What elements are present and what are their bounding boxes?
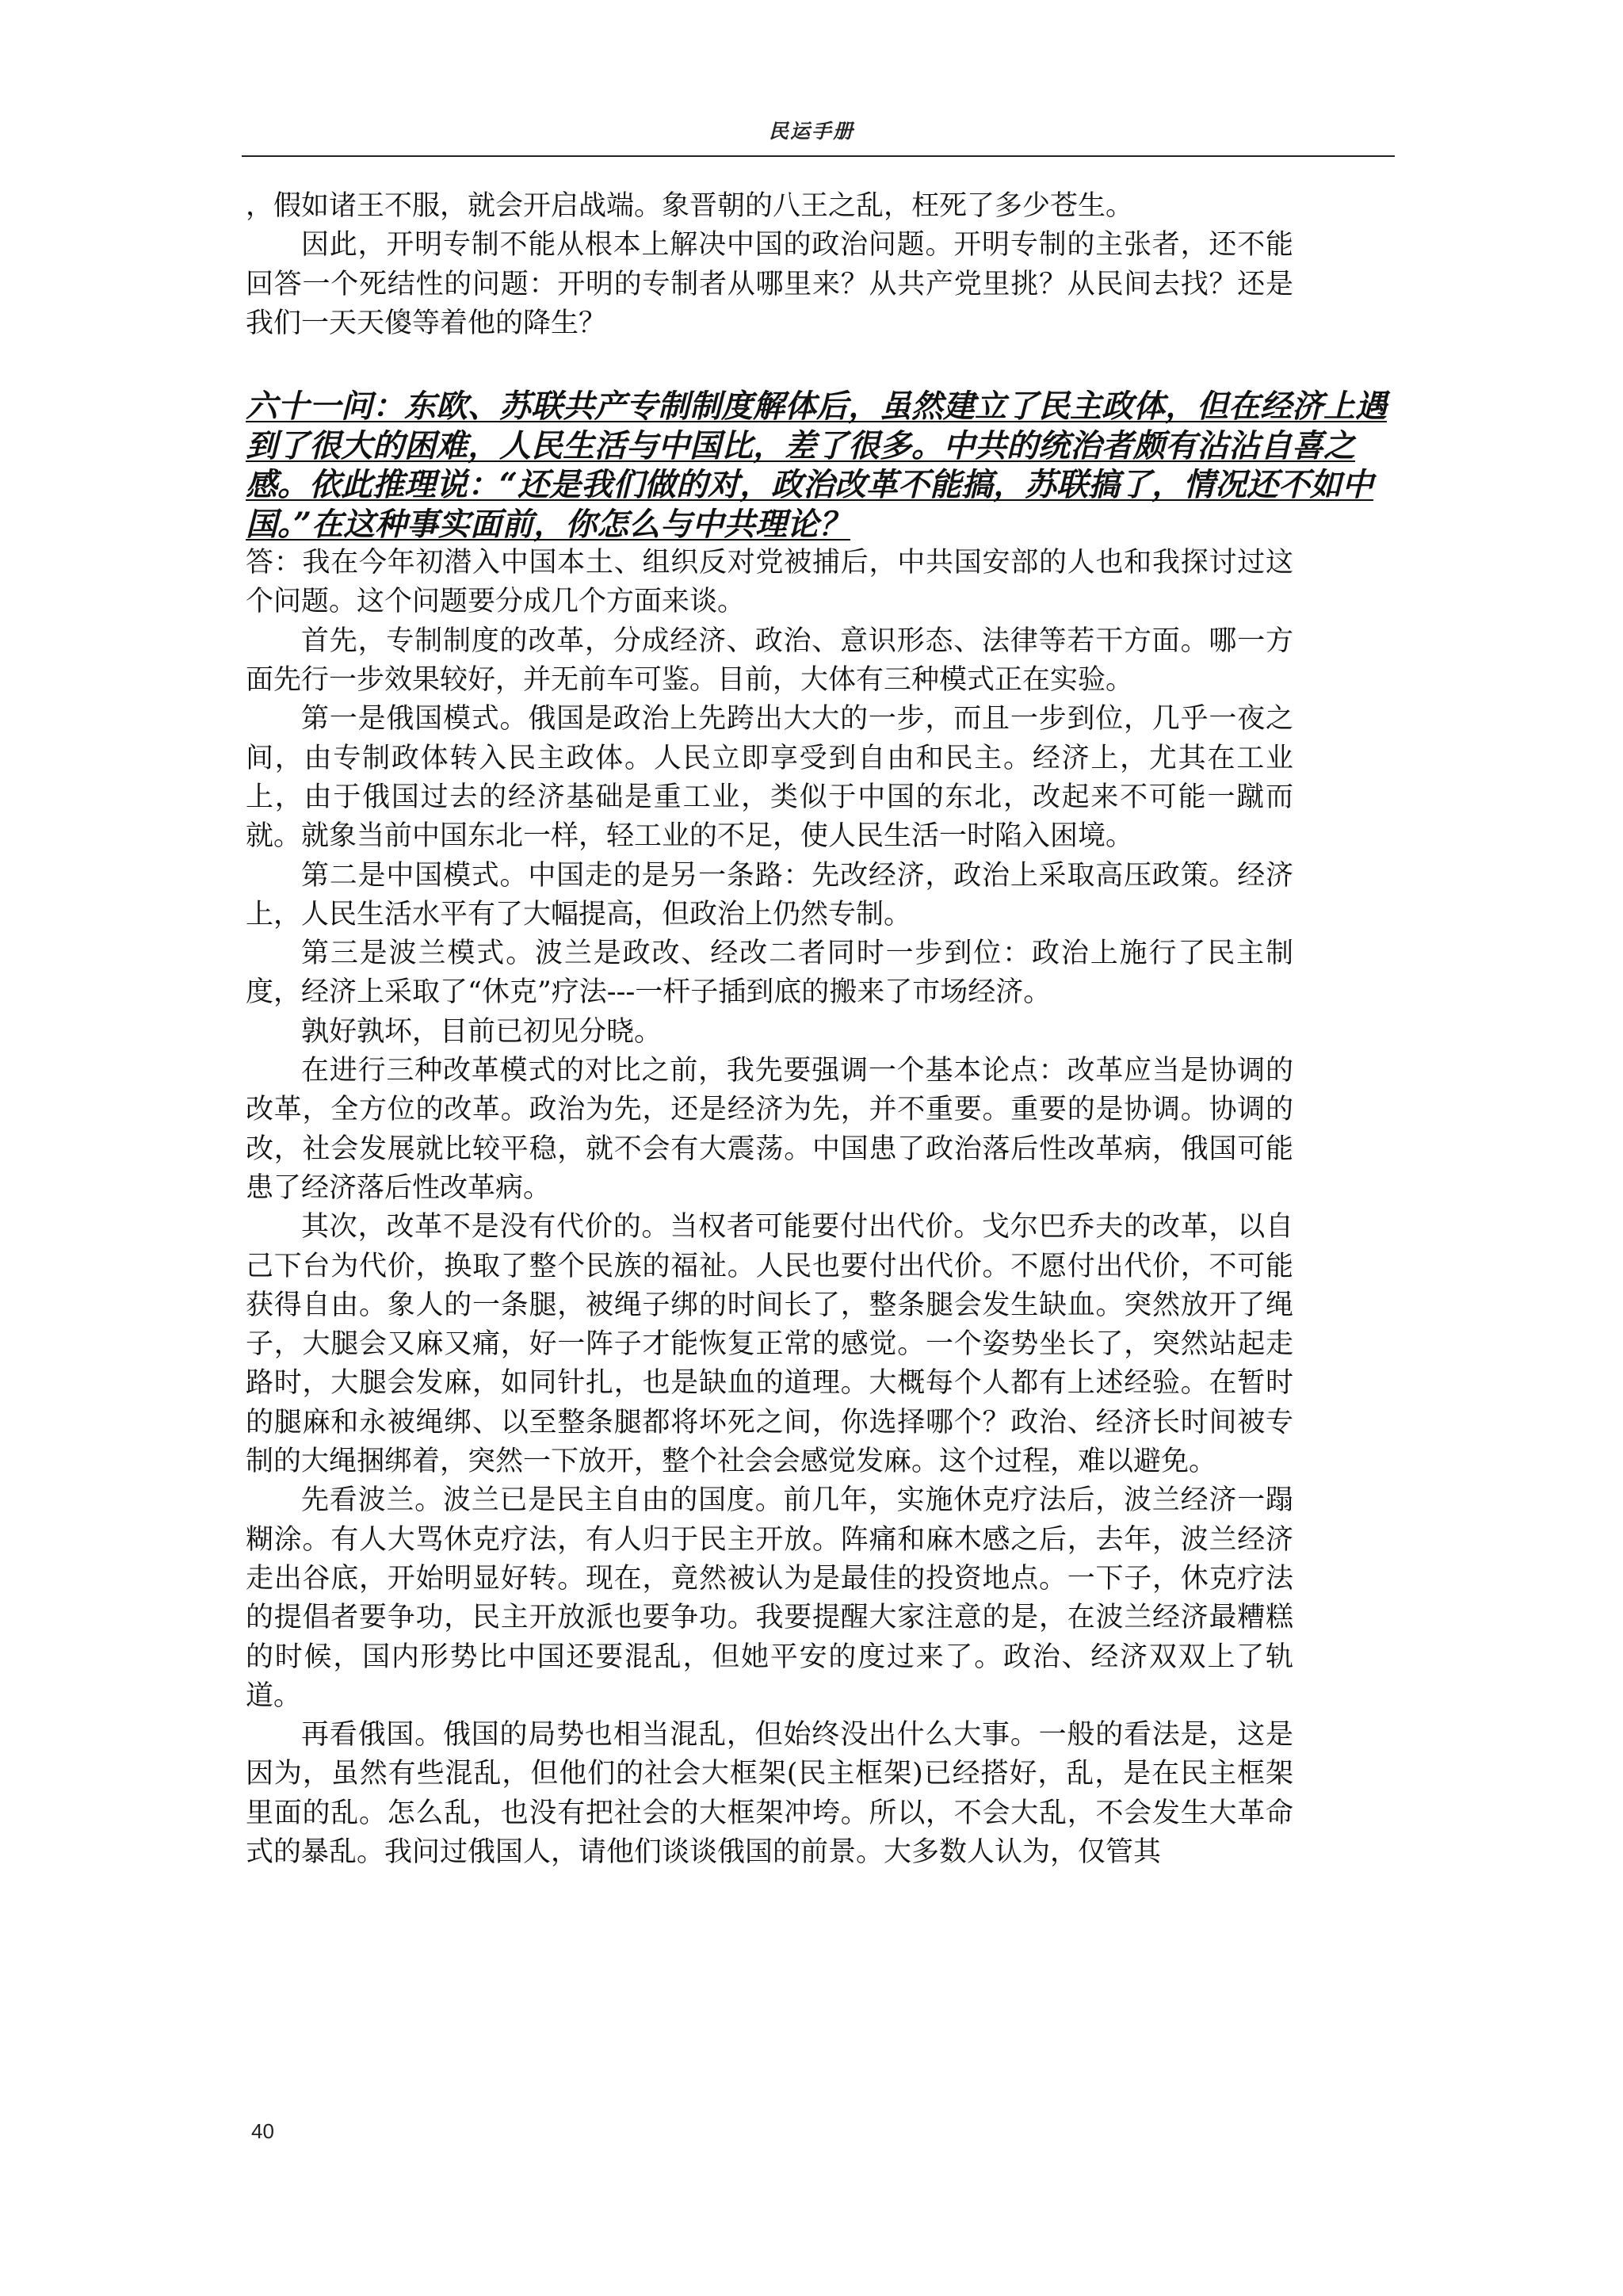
- page-number: 40: [251, 2119, 274, 2143]
- running-header-title: 民运手册: [768, 120, 854, 143]
- paragraph-top-2: 因此，开明专制不能从根本上解决中国的政治问题。开明专制的主张者，还不能回答一个死结性的问题：开明的专制者从哪里来？从共产党里挑？从民间去找？还是我们一天天傻等着他的降生？: [246, 229, 1293, 339]
- answer-paragraph-8: 其次，改革不是没有代价的。当权者可能要付出代价。戈尔巴乔夫的改革，以自己下台为代价，换取了整个民族的福祉。人民也要付出代价。不愿付出代价，不可能获得自由。象人的一条腿，被绳子绑的时间长了，整条腿会发生缺血。突然放开了绳子，大腿会又麻又痛，好一阵子才能恢复正常的感觉。一个姿势坐长了，突然站起走路时，大腿会发麻，如同针扎，也是缺血的道理。大概每个人都有上述经验。在暂时的腿麻和永被绳绑、以至整条腿都将坏死之间，你选择哪个？政治、经济长时间被专制的大绳捆绑着，突然一下放开，整个社会会感觉发麻。这个过程，难以避免。: [246, 1211, 1293, 1478]
- question-heading: 六十一问：东欧、苏联共产专制制度解体后，虽然建立了民主政体，但在经济上遇到了很大的困难，人民生活与中国比，差了很多。中共的统治者颇有沾沾自喜之感。依此推理说：“还是我们做的对，政治改革不能搞，苏联搞了，情况还不如中国。”在这种事实面前，你怎么与中共理论？: [246, 388, 1387, 543]
- answer-paragraph-6: 孰好孰坏，目前已初见分晓。: [301, 1015, 663, 1048]
- answer-paragraph-1: 答：我在今年初潜入中国本土、组织反对党被捕后，中共国安部的人也和我探讨过这个问题。这个问题要分成几个方面来谈。: [246, 547, 1293, 618]
- answer-paragraph-7: 在进行三种改革模式的对比之前，我先要强调一个基本论点：改革应当是协调的改革，全方位的改革。政治为先，还是经济为先，并不重要。重要的是协调。协调的改，社会发展就比较平稳，就不会有大震荡。中国患了政治落后性改革病，俄国可能患了经济落后性改革病。: [246, 1055, 1293, 1204]
- header-divider: [242, 155, 1395, 157]
- paragraph-top-1: ，假如诸王不服，就会开启战端。象晋朝的八王之乱，枉死了多少苍生。: [246, 190, 1134, 222]
- answer-paragraph-9: 先看波兰。波兰已是民主自由的国度。前几年，实施休克疗法后，波兰经济一蹋糊涂。有人大骂休克疗法，有人归于民主开放。阵痛和麻木感之后，去年，波兰经济走出谷底，开始明显好转。现在，竟然被认为是最佳的投资地点。一下子，休克疗法的提倡者要争功，民主开放派也要争功。我要提醒大家注意的是，在波兰经济最糟糕的时候，国内形势比中国还要混乱，但她平安的度过来了。政治、经济双双上了轨道。: [246, 1484, 1293, 1712]
- answer-paragraph-2: 首先，专制制度的改革，分成经济、政治、意识形态、法律等若干方面。哪一方面先行一步效果较好，并无前车可鉴。目前，大体有三种模式正在实验。: [246, 625, 1293, 697]
- answer-paragraph-5: 第三是波兰模式。波兰是政改、经改二者同时一步到位：政治上施行了民主制度，经济上采取了“休克”疗法---一杆子插到底的搬来了市场经济。: [246, 938, 1293, 1009]
- answer-paragraph-10: 再看俄国。俄国的局势也相当混乱，但始终没出什么大事。一般的看法是，这是因为，虽然有些混乱，但他们的社会大框架(民主框架)已经搭好，乱，是在民主框架里面的乱。怎么乱，也没有把社会的大框架冲垮。所以，不会大乱，不会发生大革命式的暴乱。我问过俄国人，请他们谈谈俄国的前景。大多数人认为，仅管其: [246, 1719, 1293, 1868]
- page-body: [246, 187, 1387, 1872]
- answer-paragraph-4: 第二是中国模式。中国走的是另一条路：先改经济，政治上采取高压政策。经济上，人民生活水平有了大幅提高，但政治上仍然专制。: [246, 859, 1293, 930]
- answer-paragraph-3: 第一是俄国模式。俄国是政治上先跨出大大的一步，而且一步到位，几乎一夜之间，由专制政体转入民主政体。人民立即享受到自由和民主。经济上，尤其在工业上，由于俄国过去的经济基础是重工业，类似于中国的东北，改起来不可能一蹴而就。就象当前中国东北一样，轻工业的不足，使人民生活一时陷入困境。: [246, 703, 1293, 853]
